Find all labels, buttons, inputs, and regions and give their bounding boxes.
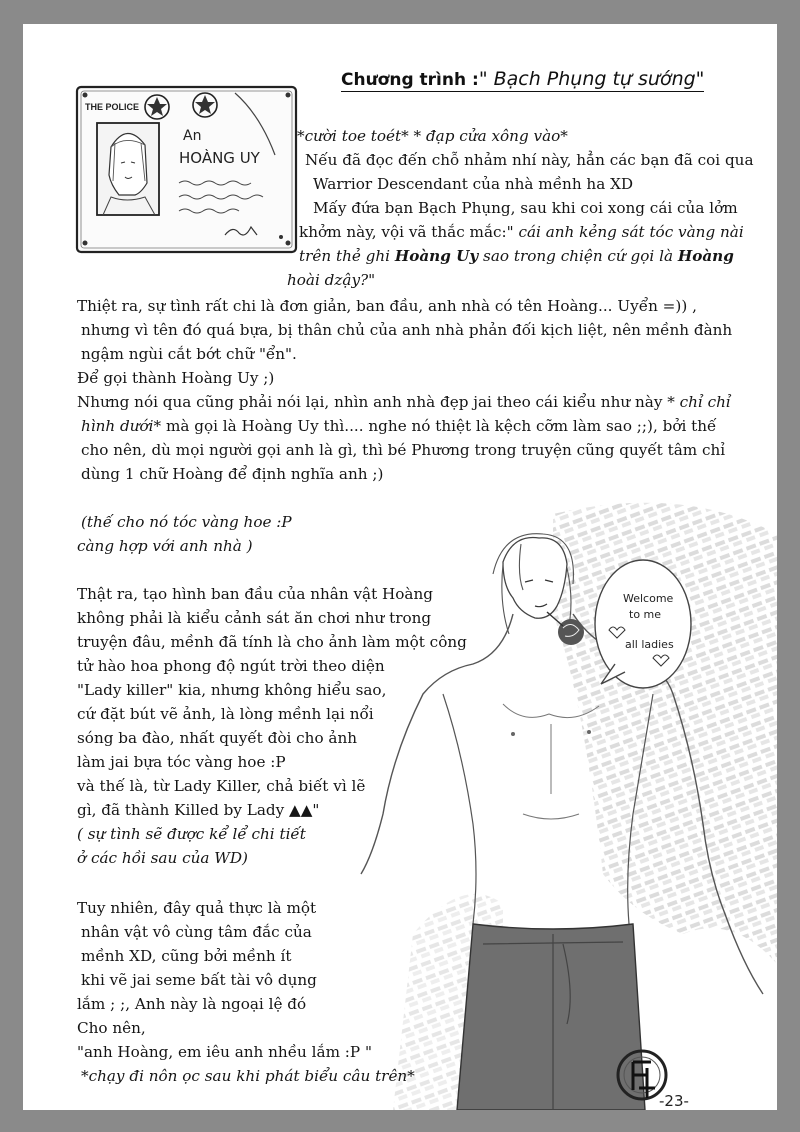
text-segment: cái anh kẻng sát tóc vàng nài <box>518 223 744 241</box>
text-line: nhưng vì tên đó quá bựa, bị thân chủ của anh nhà phản đối kịch liệt, nên mềnh đành <box>81 321 733 339</box>
text-line: càng hợp với anh nhà ) <box>77 537 253 555</box>
text-line: mềnh XD, cũng bởi mềnh ít <box>81 947 292 965</box>
text-line: sóng ba đào, nhất quyết đòi cho ảnh <box>77 729 358 747</box>
text-line <box>81 416 716 436</box>
text-line: không phải là kiểu cảnh sát ăn chơi như trong <box>77 609 432 627</box>
text-line: gì, đã thành Killed by Lady ▲▲" <box>77 801 320 819</box>
text-line: cho nên, dù mọi người gọi anh là gì, thì bé Phương trong truyện cũng quyết tâm chỉ <box>81 441 726 459</box>
bubble-line2: to me <box>629 608 662 621</box>
title-prefix: Chương trình : <box>341 70 479 90</box>
text-line: Để gọi thành Hoàng Uy ;) <box>77 369 275 387</box>
text-segment: Hoàng <box>677 247 734 265</box>
text-line: ngậm ngùi cắt bớt chữ "ển". <box>81 345 297 363</box>
text-segment: Hoàng Uy <box>394 247 479 265</box>
text-line: Tuy nhiên, đây quả thực là một <box>77 899 317 917</box>
page-number: -23- <box>659 1092 689 1110</box>
text-line: nhân vật vô cùng tâm đắc của <box>81 923 312 941</box>
text-line: Mấy đứa bạn Bạch Phụng, sau khi coi xong cái của lởm <box>313 199 738 217</box>
page-title <box>341 68 704 92</box>
card-name-line2: HOÀNG UY <box>179 149 260 167</box>
text-line: tử hào hoa phong độ ngút trời theo diện <box>77 657 385 675</box>
document-page <box>23 24 777 1110</box>
text-line: "Lady killer" kia, nhưng không hiểu sao, <box>77 681 387 699</box>
text-line: truyện đâu, mềnh đã tính là cho ảnh làm một công <box>77 633 467 651</box>
text-line: Warrior Descendant của nhà mềnh ha XD <box>313 175 634 193</box>
text-line <box>77 392 731 412</box>
text-segment: * chỉ chỉ <box>667 393 731 411</box>
text-line: Thật ra, tạo hình ban đầu của nhân vật Hoàng <box>77 585 433 603</box>
text-line: và thế là, từ Lady Killer, chả biết vì lẽ <box>77 777 366 795</box>
text-line: Cho nên, <box>77 1019 146 1037</box>
text-line: (thế cho nó tóc vàng hoe :P <box>81 513 292 531</box>
text-line: *cười toe toét* * đạp cửa xông vào* <box>297 127 568 145</box>
title-italic: " Bạch Phụng tự sướng" <box>478 68 705 90</box>
card-name-line1: An <box>183 128 202 144</box>
text-line: dùng 1 chữ Hoàng để định nghĩa anh ;) <box>81 465 384 483</box>
text-line: ( sự tình sẽ được kể lể chi tiết <box>77 825 306 843</box>
text-line <box>299 222 744 242</box>
speech-bubble <box>595 560 691 688</box>
text-line: ở các hồi sau của WD) <box>77 849 248 867</box>
bubble-line3: all ladies <box>625 638 674 651</box>
text-line: hoài dzậy?" <box>287 271 376 289</box>
text-line: Nếu đã đọc đến chỗ nhảm nhí này, hẳn các bạn đã coi qua <box>305 151 754 169</box>
text-line: *chạy đi nôn ọc sau khi phát biểu câu trên* <box>81 1067 415 1085</box>
bubble-line1: Welcome <box>623 592 674 605</box>
police-id-card-sketch <box>75 85 298 254</box>
text-segment: khởm này, vội vã thắc mắc:" <box>299 223 519 241</box>
card-heading: THE POLICE <box>85 102 140 112</box>
text-line: "anh Hoàng, em iêu anh nhều lắm :P " <box>77 1043 372 1061</box>
text-segment: sao trong chiện cứ gọi là <box>478 247 678 265</box>
text-line: làm jai bựa tóc vàng hoe :P <box>77 753 286 771</box>
text-line: Thiệt ra, sự tình rất chi là đơn giản, ban đầu, anh nhà có tên Hoàng... Uyển =)) , <box>77 297 697 315</box>
text-line <box>299 246 734 266</box>
text-line: khi vẽ jai seme bất tài vô dụng <box>81 971 317 989</box>
text-segment: Nhưng nói qua cũng phải nói lại, nhìn anh nhà đẹp jai theo cái kiểu như này <box>77 393 668 411</box>
text-line: cứ đặt bút vẽ ảnh, là lòng mềnh lại nổi <box>77 705 374 723</box>
text-segment: hình dưới* <box>81 417 162 435</box>
text-line: lắm ; ;, Anh này là ngoại lệ đó <box>77 995 307 1013</box>
text-segment: mà gọi là Hoàng Uy thì.... nghe nó thiệt là kệch cỡm làm sao ;;), bởi thế <box>161 417 717 435</box>
text-segment: trên thẻ ghi <box>299 247 395 265</box>
